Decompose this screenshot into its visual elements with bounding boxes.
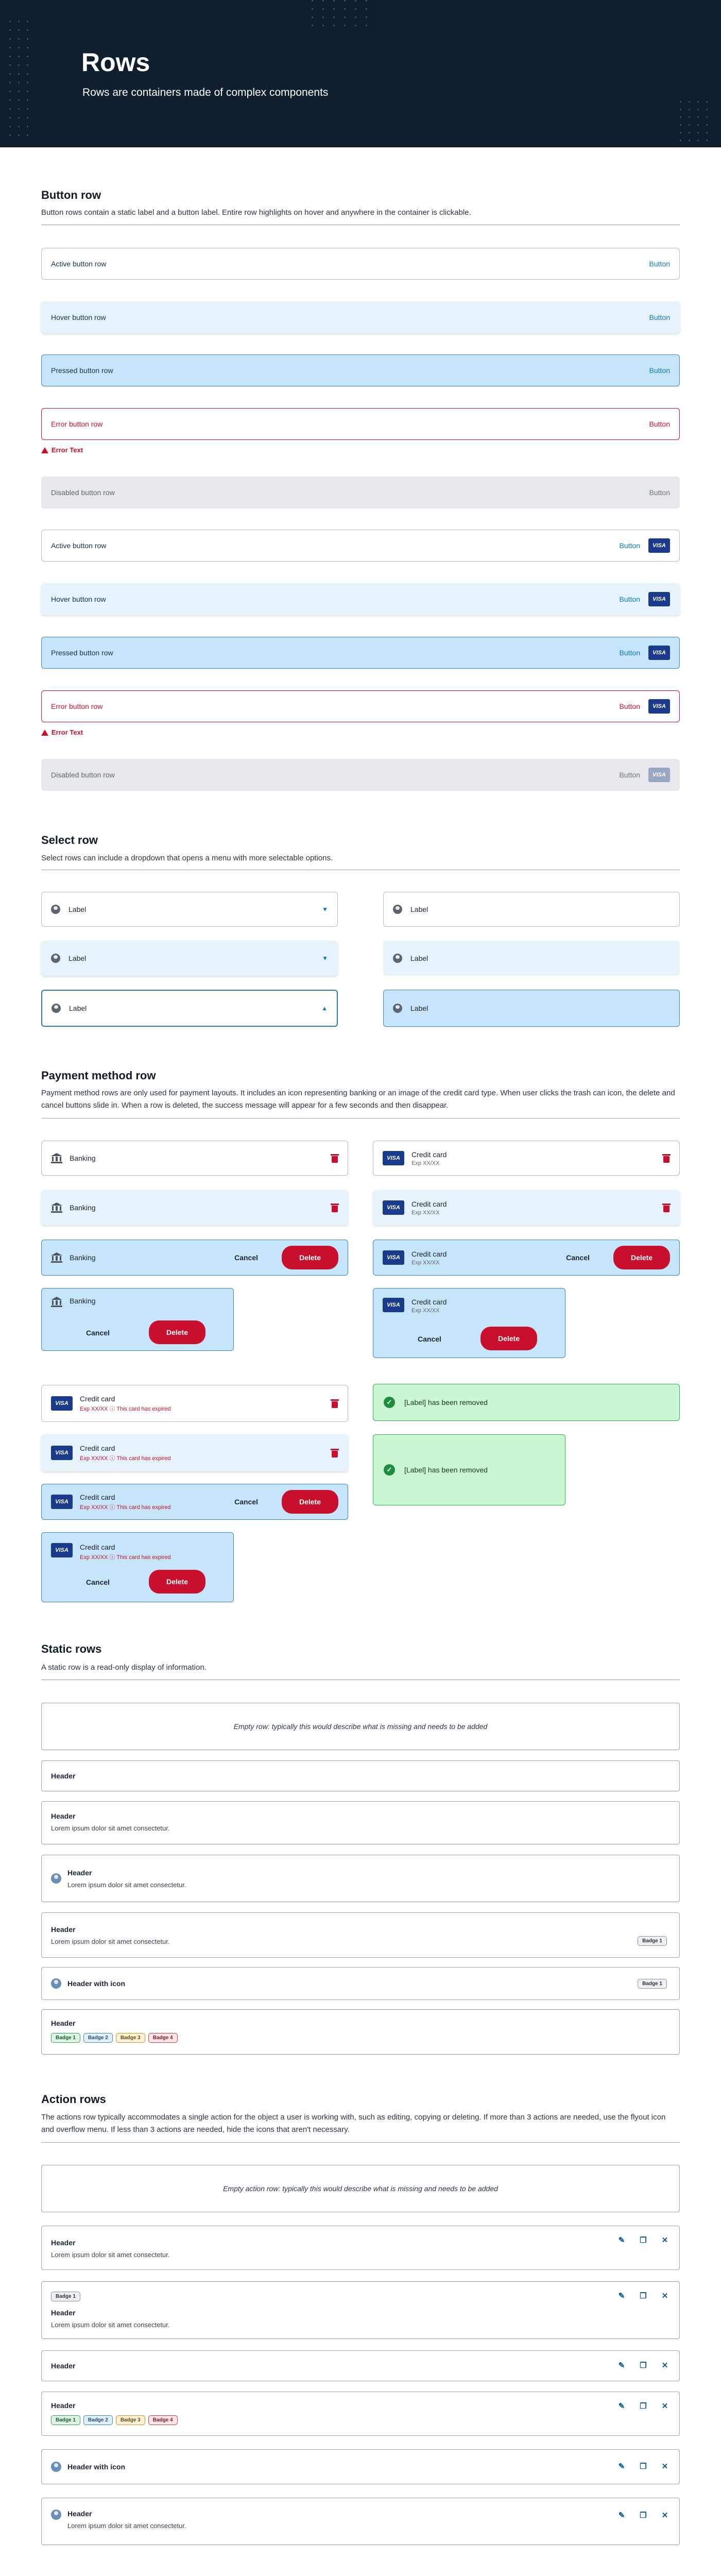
payment-row-card-expired-hover[interactable] [41,1434,348,1471]
delete-button[interactable]: Delete [613,1246,670,1269]
row-button: Button [619,771,640,779]
cancel-button[interactable]: Cancel [234,1498,258,1506]
empty-row-text: Empty row: typically this would describe what is missing and needs to be added [233,1722,488,1731]
row-button[interactable]: Button [649,313,670,321]
avatar-icon [51,954,60,963]
row-button[interactable]: Button [619,702,640,710]
row-button[interactable]: Button [619,595,640,603]
cancel-button[interactable]: Cancel [566,1253,590,1262]
action-row-header-icon [41,2449,680,2484]
close-icon[interactable]: ✕ [661,2511,668,2520]
trash-icon[interactable] [331,1399,338,1408]
status-badge: Badge 1 [51,2292,80,2301]
clock-icon: ⓘ [109,1554,115,1561]
select-label: Label [410,1004,428,1012]
section-desc-select-row: Select rows can include a dropdown that opens a menu with more selectable options. [41,854,333,862]
copy-icon[interactable]: ❐ [640,2236,647,2245]
row-label: Disabled button row [51,771,115,779]
static-row-badges [41,2009,680,2055]
copy-icon[interactable]: ❐ [640,2402,647,2411]
payment-row-card[interactable] [373,1141,680,1176]
avatar-icon [393,1004,402,1013]
select-row-dropdown-hover[interactable] [41,941,338,976]
section-title-action-rows: Action rows [41,2093,106,2106]
cancel-button[interactable]: Cancel [86,1578,110,1586]
edit-icon[interactable]: ✎ [618,2511,625,2520]
success-text: [Label] has been removed [404,1466,488,1474]
row-button: Button [649,488,670,497]
visa-card-icon: VISA [51,1446,73,1460]
error-text: Error Text [52,446,83,454]
status-badge: Badge 4 [148,2415,178,2425]
row-header: Header with icon [67,2463,126,2471]
clock-icon: ⓘ [109,1504,115,1511]
row-header: Header [67,2510,92,2518]
button-row-disabled [41,477,680,509]
error-message [41,728,83,736]
status-badge: Badge 2 [83,2415,113,2425]
payment-row-banking[interactable] [41,1141,348,1176]
payment-label: Credit card [80,1493,115,1501]
delete-button[interactable]: Delete [149,1320,205,1344]
cancel-button[interactable]: Cancel [86,1329,110,1337]
bank-icon [51,1202,62,1213]
button-row-active[interactable] [41,248,680,280]
status-badge: Badge 1 [51,2415,80,2425]
payment-row-card-expired-delete-compact[interactable] [41,1532,234,1602]
row-button[interactable]: Button [619,541,640,550]
close-icon[interactable]: ✕ [661,2462,668,2471]
payment-label: Credit card [80,1543,115,1551]
status-badge: Badge 1 [638,1979,667,1989]
expired-text: This card has expired [116,1554,171,1561]
row-actions [617,2292,669,2300]
section-title-button-row: Button row [41,189,101,201]
row-header: Header [51,2309,76,2317]
warning-icon [41,730,48,736]
row-actions [617,2512,669,2520]
expired-text: This card has expired [116,1455,171,1462]
success-message [373,1384,680,1421]
select-label: Label [410,905,428,913]
error-text: Error Text [52,728,83,736]
dot-pattern-right [680,101,708,141]
expired-text: This card has expired [116,1405,171,1412]
visa-card-icon: VISA [648,646,670,660]
section-desc-payment-row: Payment method rows are only used for payment layouts. It includes an icon representing banking or an image of the credit card type. When user clicks the trash can icon, the delete and cancel buttons slide in. When a row is deleted, the success message will appear for a few seconds and then disappear. [41,1089,675,1110]
row-label: Pressed button row [51,366,113,375]
edit-icon[interactable]: ✎ [618,2462,625,2471]
payment-row-card-expired-delete[interactable] [41,1484,348,1520]
visa-card-icon: VISA [383,1200,404,1215]
button-row-pressed-card[interactable] [41,637,680,669]
static-row-empty [41,1703,680,1750]
delete-button[interactable]: Delete [149,1570,205,1594]
visa-card-icon: VISA [648,768,670,782]
payment-row-card-delete-compact[interactable] [373,1288,565,1358]
success-message-compact [373,1434,565,1505]
select-row-hover[interactable] [383,941,680,976]
row-text: Lorem ipsum dolor sit amet consectetur. [67,1880,186,1889]
chevron-up-icon[interactable]: ▲ [321,1005,328,1012]
action-row-badges [41,2392,680,2436]
payment-label: Credit card [80,1444,115,1452]
select-label: Label [68,954,87,962]
row-button[interactable]: Button [649,366,670,375]
static-row-header [41,1760,680,1791]
visa-card-icon: VISA [383,1250,404,1265]
button-row-hover[interactable] [41,301,680,333]
clock-icon: ⓘ [109,1405,115,1412]
chevron-down-icon[interactable]: ▼ [322,906,328,913]
payment-row-card-delete[interactable] [373,1240,680,1276]
payment-label: Credit card [411,1298,447,1306]
static-row-avatar [41,1855,680,1902]
status-badge: Badge 1 [638,1936,667,1946]
action-row-avatar [41,2498,680,2545]
edit-icon[interactable]: ✎ [618,2292,625,2300]
visa-card-icon: VISA [51,1495,73,1509]
static-row-header-icon [41,1967,680,2000]
edit-icon[interactable]: ✎ [618,2402,625,2411]
dot-pattern-left [9,21,28,136]
payment-row-banking-delete[interactable] [41,1240,348,1276]
copy-icon[interactable]: ❐ [640,2292,647,2300]
row-button[interactable]: Button [649,420,670,428]
error-message [41,446,83,454]
section-title-payment-row: Payment method row [41,1069,156,1082]
empty-row-text: Empty action row: typically this would describe what is missing and needs to be added [223,2184,498,2193]
payment-label: Banking [70,1204,96,1212]
payment-row-banking-delete-compact[interactable] [41,1288,234,1351]
select-row-dropdown[interactable] [41,892,338,927]
payment-label: Banking [70,1297,96,1305]
success-text: [Label] has been removed [404,1398,488,1406]
section-desc-static-rows: A static row is a read-only display of information. [41,1663,207,1672]
payment-label: Credit card [80,1394,115,1403]
bank-icon [51,1252,62,1263]
select-label: Label [69,1004,87,1012]
select-row-pressed[interactable] [383,990,680,1027]
person-icon [51,1978,61,1989]
expiry-text: Exp XX/XX [80,1455,108,1462]
row-actions [617,2463,669,2471]
row-text: Lorem ipsum dolor sit amet consectetur. [51,1824,170,1832]
row-label: Error button row [51,702,103,710]
payment-row-card-hover[interactable] [373,1190,680,1225]
button-row-pressed[interactable] [41,354,680,386]
row-button[interactable]: Button [619,649,640,657]
row-button[interactable]: Button [649,260,670,268]
bank-icon [51,1153,62,1163]
row-label: Pressed button row [51,649,113,657]
divider [41,2142,680,2143]
section-desc-button-row: Button rows contain a static label and a button label. Entire row highlights on hover and anywhere in the container is clickable. [41,208,471,217]
dot-pattern-top [312,0,367,26]
cancel-button[interactable]: Cancel [418,1335,441,1343]
person-icon [51,2462,61,2472]
select-row-dropdown-open[interactable] [41,990,338,1027]
row-header: Header [51,2362,76,2370]
expiry-text: Exp XX/XX [411,1308,440,1314]
avatar-icon [393,954,402,963]
expired-text: This card has expired [116,1504,171,1511]
expiry-text: Exp XX/XX [411,1259,440,1266]
expiry-text: Exp XX/XX [411,1209,440,1216]
button-row-active-card[interactable] [41,530,680,562]
row-header: Header [51,2019,76,2027]
action-row-header-text [41,2226,680,2270]
trash-icon[interactable] [331,1204,338,1212]
row-header: Header [51,1812,76,1820]
button-row-hover-card[interactable] [41,583,680,615]
expiry-text: Exp XX/XX [80,1504,108,1511]
row-text: Lorem ipsum dolor sit amet consectetur. [51,2251,170,2259]
row-header: Header [51,2239,76,2247]
row-header: Header [51,1925,76,1934]
button-row-error-card[interactable] [41,690,680,722]
payment-label: Credit card [411,1199,447,1208]
edit-icon[interactable]: ✎ [618,2361,625,2370]
action-row-badge-header [41,2281,680,2339]
trash-icon[interactable] [331,1154,338,1163]
row-label: Disabled button row [51,488,115,497]
select-label: Label [68,905,87,913]
status-badge: Badge 1 [51,2033,80,2043]
visa-card-icon: VISA [648,538,670,553]
copy-icon[interactable]: ❐ [640,2511,647,2520]
close-icon[interactable]: ✕ [661,2361,668,2370]
row-label: Active button row [51,541,107,550]
copy-icon[interactable]: ❐ [640,2462,647,2471]
avatar-icon [51,905,60,914]
checkmark-icon: ✓ [384,1397,395,1408]
row-actions [617,2402,669,2411]
action-row-empty [41,2165,680,2212]
select-label: Label [410,954,428,962]
cancel-button[interactable]: Cancel [234,1253,258,1262]
section-title-select-row: Select row [41,834,98,846]
status-badge: Badge 3 [116,2415,145,2425]
delete-button[interactable]: Delete [282,1490,338,1514]
row-label: Hover button row [51,595,106,603]
payment-row-banking-hover[interactable] [41,1190,348,1225]
payment-label: Credit card [411,1249,447,1258]
row-header: Header [51,2401,76,2410]
row-actions [617,2362,669,2370]
chevron-down-icon[interactable]: ▼ [322,955,328,962]
page-subtitle: Rows are containers made of complex components [82,87,329,98]
person-icon [51,2510,61,2520]
visa-card-icon: VISA [383,1298,404,1312]
visa-card-icon: VISA [648,699,670,714]
payment-label: Credit card [411,1150,447,1159]
status-badge: Badge 4 [148,2033,178,2043]
close-icon[interactable]: ✕ [661,2402,668,2411]
static-row-badge [41,1912,680,1958]
delete-button[interactable]: Delete [282,1246,338,1269]
trash-icon[interactable] [331,1449,338,1458]
visa-card-icon: VISA [51,1396,73,1411]
button-row-disabled-card [41,759,680,791]
row-label: Active button row [51,260,107,268]
avatar-icon [52,1004,61,1013]
payment-label: Banking [70,1253,96,1262]
row-text: Lorem ipsum dolor sit amet consectetur. [51,1937,170,1945]
section-title-static-rows: Static rows [41,1642,102,1655]
expiry-text: Exp XX/XX [80,1405,108,1412]
visa-card-icon: VISA [648,592,670,606]
row-text: Lorem ipsum dolor sit amet consectetur. [51,2321,170,2329]
expiry-text: Exp XX/XX [80,1554,108,1561]
action-row-header [41,2350,680,2381]
close-icon[interactable]: ✕ [661,2236,668,2245]
delete-button[interactable]: Delete [480,1327,537,1350]
select-row[interactable] [383,892,680,927]
static-row-header-text [41,1801,680,1844]
visa-card-icon: VISA [383,1151,404,1165]
status-badge: Badge 3 [116,2033,145,2043]
row-header: Header [67,1868,92,1877]
clock-icon: ⓘ [109,1455,115,1462]
row-actions [617,2236,669,2245]
payment-label: Banking [70,1154,96,1162]
row-text: Lorem ipsum dolor sit amet consectetur. [67,2522,186,2530]
checkmark-icon: ✓ [384,1464,395,1476]
person-icon [51,1873,61,1884]
expiry-text: Exp XX/XX [411,1160,440,1166]
trash-icon[interactable] [663,1204,670,1212]
button-row-error[interactable] [41,408,680,440]
avatar-icon [393,905,402,914]
bank-icon [51,1297,62,1307]
hero-banner [0,0,721,147]
row-label: Hover button row [51,313,106,321]
row-label: Error button row [51,420,103,428]
row-header: Header [51,1772,76,1780]
close-icon[interactable]: ✕ [661,2292,668,2300]
visa-card-icon: VISA [51,1543,73,1557]
trash-icon[interactable] [663,1154,670,1163]
page-title: Rows [81,48,150,77]
row-header: Header with icon [67,1979,126,1988]
edit-icon[interactable]: ✎ [618,2236,625,2245]
section-desc-action-rows: The actions row typically accommodates a single action for the object a user is working with, such as editing, copying or deleting. If more than 3 actions are needed, use the flyout icon and overflow menu. If less than 3 actions are needed, hide the icons that aren't necessary. [41,2113,666,2134]
warning-icon [41,447,48,453]
copy-icon[interactable]: ❐ [640,2361,647,2370]
payment-row-card-expired[interactable] [41,1385,348,1422]
status-badge: Badge 2 [83,2033,113,2043]
